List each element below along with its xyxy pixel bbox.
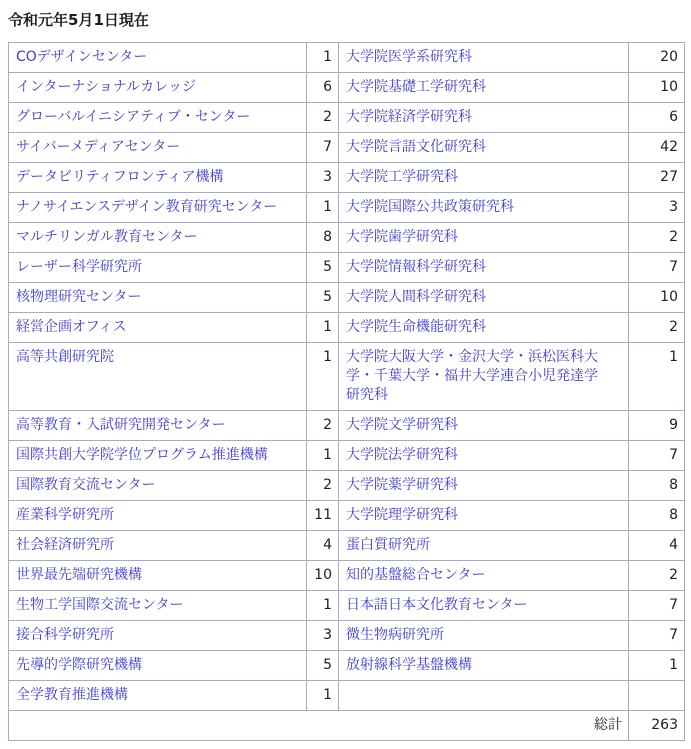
org-name-right-link[interactable]: 大学院理学研究科 xyxy=(346,507,458,523)
table-row xyxy=(9,651,685,681)
org-count-left: 1 xyxy=(307,343,339,411)
org-name-right-link[interactable]: 大学院文学研究科 xyxy=(346,417,458,433)
org-name-right-link[interactable]: 放射線科学基盤機構 xyxy=(346,657,472,673)
org-name-left-link[interactable]: グローバルイニシアティブ・センター xyxy=(16,109,251,125)
org-name-right-cell xyxy=(339,253,629,283)
org-name-left-cell xyxy=(9,313,307,343)
org-name-left-link[interactable]: サイバーメディアセンター xyxy=(16,139,181,155)
org-name-right-cell xyxy=(339,313,629,343)
org-name-left-link[interactable]: 産業科学研究所 xyxy=(16,507,114,523)
org-count-right xyxy=(629,681,685,711)
org-name-right-cell xyxy=(339,591,629,621)
total-label: 総計 xyxy=(9,711,629,741)
org-name-left-link[interactable]: 高等教育・入試研究開発センター xyxy=(16,417,226,433)
org-name-right-link[interactable]: 大学院言語文化研究科 xyxy=(346,139,486,155)
org-name-right-cell xyxy=(339,531,629,561)
org-count-right: 3 xyxy=(629,193,685,223)
org-count-left: 1 xyxy=(307,43,339,73)
table-row xyxy=(9,253,685,283)
org-count-right: 1 xyxy=(629,343,685,411)
org-name-right-cell xyxy=(339,283,629,313)
org-name-left-link[interactable]: 核物理研究センター xyxy=(16,289,142,305)
org-name-right-link[interactable]: 日本語日本文化教育センター xyxy=(346,597,528,613)
table-row xyxy=(9,283,685,313)
org-count-left: 1 xyxy=(307,591,339,621)
org-count-right: 27 xyxy=(629,163,685,193)
org-count-left: 4 xyxy=(307,531,339,561)
org-count-right: 9 xyxy=(629,411,685,441)
org-count-left: 5 xyxy=(307,253,339,283)
org-name-left-link[interactable]: 接合科学研究所 xyxy=(16,627,114,643)
org-count-left: 5 xyxy=(307,651,339,681)
org-count-right: 20 xyxy=(629,43,685,73)
org-name-left-link[interactable]: 社会経済研究所 xyxy=(16,537,114,553)
org-name-right-cell xyxy=(339,501,629,531)
org-count-left: 1 xyxy=(307,193,339,223)
org-count-right: 6 xyxy=(629,103,685,133)
org-name-right-link[interactable]: 微生物病研究所 xyxy=(346,627,444,643)
table-row xyxy=(9,471,685,501)
org-name-right-cell xyxy=(339,73,629,103)
org-name-right-link[interactable]: 大学院生命機能研究科 xyxy=(346,319,486,335)
table-row xyxy=(9,561,685,591)
org-name-left-cell xyxy=(9,283,307,313)
org-name-left-cell xyxy=(9,621,307,651)
org-count-right: 7 xyxy=(629,621,685,651)
org-name-right-cell xyxy=(339,343,629,411)
org-count-left: 10 xyxy=(307,561,339,591)
org-count-left: 3 xyxy=(307,621,339,651)
org-name-right-cell xyxy=(339,471,629,501)
org-name-left-cell xyxy=(9,223,307,253)
table-row xyxy=(9,681,685,711)
org-count-left: 1 xyxy=(307,681,339,711)
org-name-right-cell xyxy=(339,163,629,193)
organization-count-table xyxy=(8,42,685,741)
org-name-right-link[interactable]: 大学院薬学研究科 xyxy=(346,477,458,493)
org-name-left-link[interactable]: インターナショナルカレッジ xyxy=(16,79,197,95)
org-count-left: 3 xyxy=(307,163,339,193)
org-count-right: 42 xyxy=(629,133,685,163)
org-name-left-cell xyxy=(9,471,307,501)
table-row xyxy=(9,163,685,193)
table-row xyxy=(9,223,685,253)
org-name-right-cell xyxy=(339,681,629,711)
org-name-left-cell xyxy=(9,193,307,223)
org-count-left: 1 xyxy=(307,313,339,343)
table-row xyxy=(9,411,685,441)
org-name-left-cell xyxy=(9,343,307,411)
org-count-right: 10 xyxy=(629,283,685,313)
org-count-right: 2 xyxy=(629,313,685,343)
org-name-left-cell xyxy=(9,681,307,711)
org-name-left-link[interactable]: マルチリンガル教育センター xyxy=(16,229,198,245)
org-name-right-link[interactable]: 大学院経済学研究科 xyxy=(346,109,472,125)
total-value: 263 xyxy=(629,711,685,741)
table-row xyxy=(9,591,685,621)
org-name-right-cell xyxy=(339,441,629,471)
org-count-right: 4 xyxy=(629,531,685,561)
org-name-right-link[interactable]: 大学院人間科学研究科 xyxy=(346,289,486,305)
table-row xyxy=(9,531,685,561)
org-name-right-link[interactable]: 大学院基礎工学研究科 xyxy=(346,79,486,95)
org-name-left-link[interactable]: 高等共創研究院 xyxy=(16,349,114,365)
org-count-left: 7 xyxy=(307,133,339,163)
org-count-left: 8 xyxy=(307,223,339,253)
org-name-right-link[interactable]: 大学院法学研究科 xyxy=(346,447,458,463)
org-name-left-cell xyxy=(9,411,307,441)
org-name-left-link[interactable]: 世界最先端研究機構 xyxy=(16,567,142,583)
org-name-left-cell xyxy=(9,43,307,73)
org-name-right-link[interactable]: 大学院医学系研究科 xyxy=(346,49,472,65)
page-title: 令和元年5月1日現在 xyxy=(8,11,149,29)
table-row xyxy=(9,501,685,531)
org-count-left: 1 xyxy=(307,441,339,471)
table-row xyxy=(9,621,685,651)
org-name-right-link[interactable]: 大学院歯学研究科 xyxy=(346,229,458,245)
org-count-left: 2 xyxy=(307,103,339,133)
table-row xyxy=(9,343,685,411)
org-count-left: 2 xyxy=(307,411,339,441)
org-count-right: 2 xyxy=(629,561,685,591)
org-name-right-link[interactable]: 大学院大阪大学・金沢大学・浜松医科大学・千葉大学・福井大学連合小児発達学研究科 xyxy=(346,349,598,403)
org-name-left-link[interactable]: レーザー科学研究所 xyxy=(16,259,142,275)
org-name-left-link[interactable]: 経営企画オフィス xyxy=(16,319,127,335)
org-count-right: 7 xyxy=(629,253,685,283)
org-count-right: 7 xyxy=(629,591,685,621)
table-row xyxy=(9,43,685,73)
org-count-right: 10 xyxy=(629,73,685,103)
org-name-left-link[interactable]: 国際教育交流センター xyxy=(16,477,156,493)
org-name-right-cell xyxy=(339,621,629,651)
table-row xyxy=(9,73,685,103)
org-name-right-cell xyxy=(339,43,629,73)
org-name-left-link[interactable]: ナノサイエンスデザイン教育研究センター xyxy=(16,199,278,215)
total-row xyxy=(9,711,685,741)
org-name-left-cell xyxy=(9,163,307,193)
table-row xyxy=(9,103,685,133)
org-count-left: 2 xyxy=(307,471,339,501)
org-name-right-link[interactable]: 蛋白質研究所 xyxy=(346,537,430,553)
org-name-right-cell xyxy=(339,411,629,441)
org-name-left-cell xyxy=(9,103,307,133)
table-row xyxy=(9,313,685,343)
org-count-right: 1 xyxy=(629,651,685,681)
org-count-left: 11 xyxy=(307,501,339,531)
org-count-right: 8 xyxy=(629,501,685,531)
org-name-left-cell xyxy=(9,441,307,471)
org-name-right-cell xyxy=(339,103,629,133)
org-name-right-cell xyxy=(339,651,629,681)
table-row xyxy=(9,441,685,471)
org-name-left-link[interactable]: 生物工学国際交流センター xyxy=(16,597,184,613)
org-name-left-cell xyxy=(9,501,307,531)
org-name-right-cell xyxy=(339,193,629,223)
org-name-left-cell xyxy=(9,651,307,681)
org-name-left-cell xyxy=(9,133,307,163)
org-name-right-link[interactable]: 大学院国際公共政策研究科 xyxy=(346,199,514,215)
org-count-left: 6 xyxy=(307,73,339,103)
org-name-left-cell xyxy=(9,591,307,621)
org-name-left-link[interactable]: 全学教育推進機構 xyxy=(16,687,128,703)
org-name-left-cell xyxy=(9,561,307,591)
org-name-left-cell xyxy=(9,73,307,103)
org-count-left: 5 xyxy=(307,283,339,313)
org-name-right-link[interactable]: 大学院情報科学研究科 xyxy=(346,259,486,275)
org-count-right: 8 xyxy=(629,471,685,501)
org-name-left-cell xyxy=(9,531,307,561)
table-row xyxy=(9,133,685,163)
org-name-left-link[interactable]: 国際共創大学院学位プログラム推進機構 xyxy=(16,447,268,463)
org-name-left-link[interactable]: COデザインセンター xyxy=(16,49,148,65)
org-count-right: 2 xyxy=(629,223,685,253)
org-name-right-cell xyxy=(339,561,629,591)
table-row xyxy=(9,193,685,223)
org-name-right-link[interactable]: 大学院工学研究科 xyxy=(346,169,458,185)
org-name-left-cell xyxy=(9,253,307,283)
org-name-left-link[interactable]: 先導的学際研究機構 xyxy=(16,657,142,673)
org-name-left-link[interactable]: データビリティフロンティア機構 xyxy=(16,169,224,185)
org-count-right: 7 xyxy=(629,441,685,471)
org-name-right-cell xyxy=(339,133,629,163)
org-name-right-link[interactable]: 知的基盤総合センター xyxy=(346,567,486,583)
table-body xyxy=(9,43,685,711)
org-name-right-cell xyxy=(339,223,629,253)
